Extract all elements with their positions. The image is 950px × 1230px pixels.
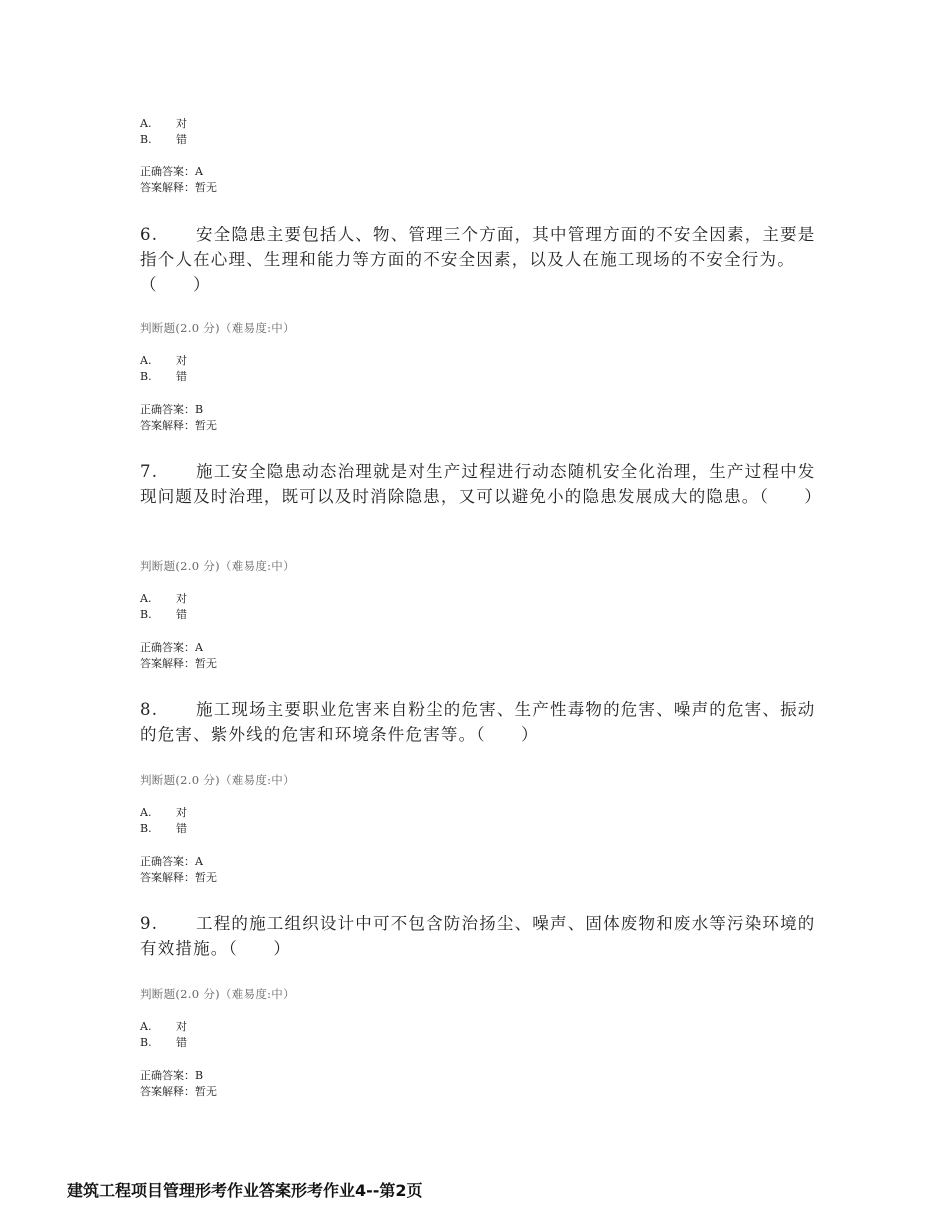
option-key: A. [140, 592, 152, 605]
option-key: A. [140, 806, 152, 819]
option-a [140, 805, 830, 821]
option-label: 错 [176, 608, 187, 621]
option-a [140, 1019, 830, 1035]
question-9-text [140, 911, 830, 961]
option-b [140, 1035, 830, 1051]
option-b [140, 821, 830, 837]
question-6-meta: 判断题(2.0 分)（难易度:中） [140, 321, 295, 335]
question-body: 施工安全隐患动态治理就是对生产过程进行动态随机安全化治理，生产过程中发现问题及时治理，既可以及时消除隐患，又可以避免小的隐患发展成大的隐患。（ ） [140, 462, 823, 506]
correct-answer: 正确答案：A [140, 165, 203, 178]
option-key: B. [140, 133, 152, 146]
option-key: A. [140, 354, 152, 367]
option-key: B. [140, 822, 152, 835]
question-8-text [140, 697, 830, 747]
question-7-text [140, 459, 830, 509]
option-label: 错 [176, 133, 187, 146]
question-body: 施工现场主要职业危害来自粉尘的危害、生产性毒物的危害、噪声的危害、振动的危害、紫外线的危害和环境条件危害等。（ ） [140, 700, 816, 744]
option-a [140, 591, 830, 607]
question-number: 6. [140, 225, 159, 244]
option-label: 对 [176, 1020, 187, 1033]
options-q5 [140, 116, 830, 148]
question-number: 8. [140, 700, 159, 719]
question-number: 9. [140, 914, 159, 933]
option-key: A. [140, 117, 152, 130]
option-key: B. [140, 1036, 152, 1049]
option-key: A. [140, 1020, 152, 1033]
answer-q7 [140, 640, 830, 672]
option-key: B. [140, 608, 152, 621]
options-q9 [140, 1019, 830, 1051]
options-q6 [140, 353, 830, 385]
answer-explanation: 答案解释：暂无 [140, 657, 217, 670]
question-body: 安全隐患主要包括人、物、管理三个方面，其中管理方面的不安全因素，主要是指个人在心理、生理和能力等方面的不安全因素，以及人在施工现场的不安全行为。（ ） [140, 225, 816, 294]
answer-q9 [140, 1068, 830, 1100]
options-q7 [140, 591, 830, 623]
option-label: 错 [176, 370, 187, 383]
option-label: 对 [176, 117, 187, 130]
option-b [140, 132, 830, 148]
answer-explanation: 答案解释：暂无 [140, 1085, 217, 1098]
question-7-meta: 判断题(2.0 分)（难易度:中） [140, 559, 295, 573]
option-key: B. [140, 370, 152, 383]
question-6-text [140, 222, 830, 297]
option-label: 错 [176, 1036, 187, 1049]
page-footer-title: 建筑工程项目管理形考作业答案形考作业4--第2页 [67, 1181, 423, 1200]
option-label: 对 [176, 806, 187, 819]
question-8-meta: 判断题(2.0 分)（难易度:中） [140, 773, 295, 787]
option-a [140, 116, 830, 132]
answer-explanation: 答案解释：暂无 [140, 419, 217, 432]
option-label: 对 [176, 592, 187, 605]
answer-q8 [140, 854, 830, 886]
correct-answer: 正确答案：B [140, 1069, 204, 1082]
option-label: 对 [176, 354, 187, 367]
correct-answer: 正确答案：A [140, 855, 203, 868]
option-b [140, 607, 830, 623]
option-label: 错 [176, 822, 187, 835]
answer-q6 [140, 402, 830, 434]
correct-answer: 正确答案：B [140, 403, 204, 416]
question-body: 工程的施工组织设计中可不包含防治扬尘、噪声、固体废物和废水等污染环境的有效措施。（ ） [140, 914, 816, 958]
question-number: 7. [140, 462, 159, 481]
correct-answer: 正确答案：A [140, 641, 203, 654]
question-9-meta: 判断题(2.0 分)（难易度:中） [140, 987, 295, 1001]
answer-explanation: 答案解释：暂无 [140, 871, 217, 884]
option-a [140, 353, 830, 369]
answer-explanation: 答案解释：暂无 [140, 181, 217, 194]
option-b [140, 369, 830, 385]
answer-q5 [140, 164, 830, 196]
options-q8 [140, 805, 830, 837]
